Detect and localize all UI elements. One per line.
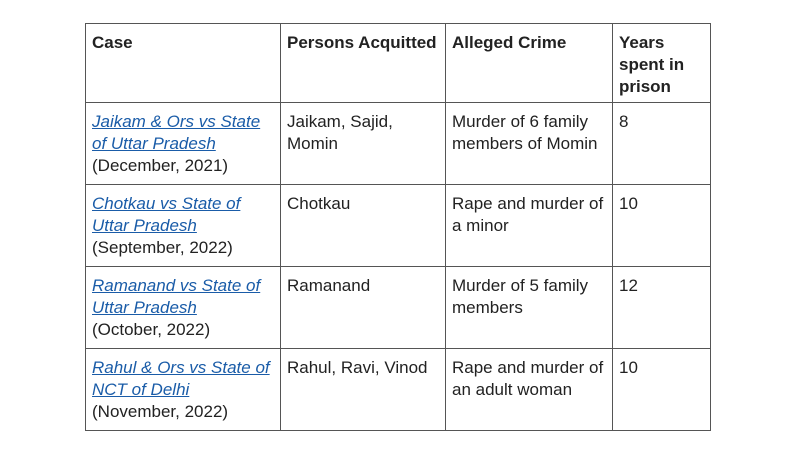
persons-cell: Rahul, Ravi, Vinod — [281, 349, 446, 431]
years-cell: 10 — [613, 349, 711, 431]
persons-cell: Chotkau — [281, 185, 446, 267]
case-link[interactable]: Rahul & Ors vs State of NCT of Delhi — [92, 358, 270, 399]
crime-cell: Murder of 6 family members of Momin — [446, 103, 613, 185]
case-date: (October, 2022) — [92, 320, 211, 339]
table-row — [86, 185, 711, 267]
table-header-row — [86, 24, 711, 103]
acquittals-table — [85, 23, 711, 431]
crime-cell: Rape and murder of an adult woman — [446, 349, 613, 431]
years-cell: 12 — [613, 267, 711, 349]
case-cell — [86, 349, 281, 431]
table-row — [86, 103, 711, 185]
table-row — [86, 267, 711, 349]
column-header-case: Case — [86, 24, 281, 103]
column-header-persons-acquitted: Persons Acquitted — [281, 24, 446, 103]
case-link[interactable]: Chotkau vs State of Uttar Pradesh — [92, 194, 241, 235]
case-cell — [86, 185, 281, 267]
column-header-alleged-crime: Alleged Crime — [446, 24, 613, 103]
case-link[interactable]: Ramanand vs State of Uttar Pradesh — [92, 276, 261, 317]
years-cell: 8 — [613, 103, 711, 185]
years-cell: 10 — [613, 185, 711, 267]
case-cell — [86, 103, 281, 185]
case-date: (November, 2022) — [92, 402, 229, 421]
persons-cell: Jaikam, Sajid, Momin — [281, 103, 446, 185]
case-date: (September, 2022) — [92, 238, 233, 257]
case-cell — [86, 267, 281, 349]
column-header-years-in-prison: Years spent in prison — [613, 24, 711, 103]
crime-cell: Rape and murder of a minor — [446, 185, 613, 267]
crime-cell: Murder of 5 family members — [446, 267, 613, 349]
persons-cell: Ramanand — [281, 267, 446, 349]
case-link[interactable]: Jaikam & Ors vs State of Uttar Pradesh — [92, 112, 261, 153]
table-row — [86, 349, 711, 431]
case-date: (December, 2021) — [92, 156, 229, 175]
